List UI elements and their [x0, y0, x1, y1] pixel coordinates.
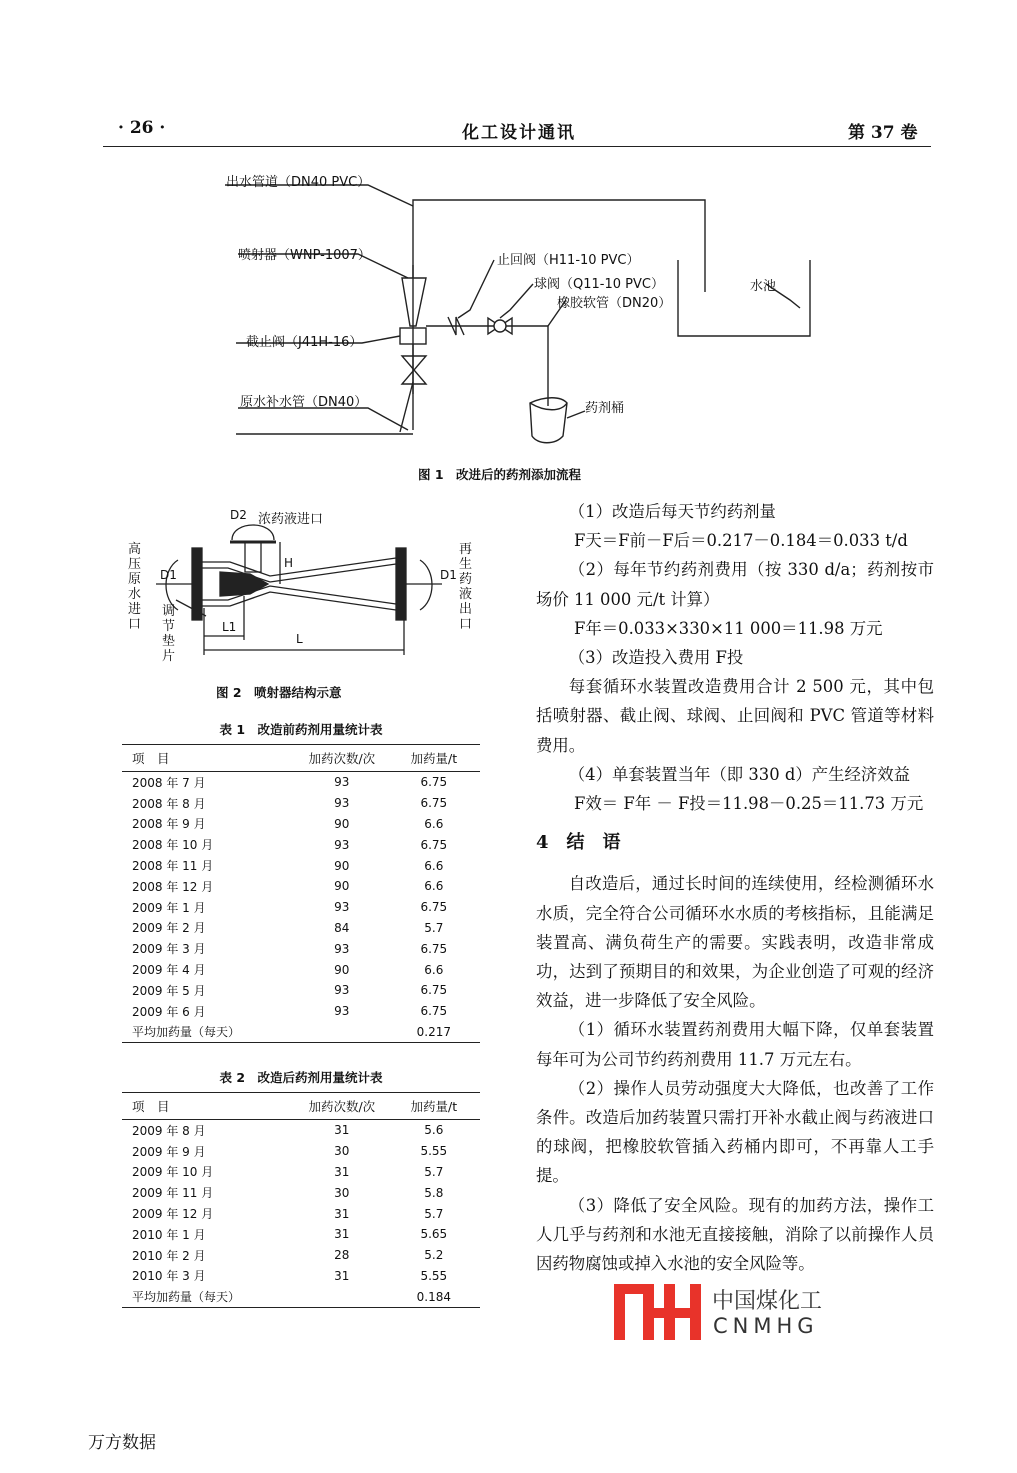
table-row: 2009 年 2 月 84 5.7: [132, 920, 444, 936]
outlet-pipe: [413, 200, 705, 430]
volume-number: 第 37 卷: [848, 123, 918, 143]
fig1-caption: 图 1 改进后的药剂添加流程: [418, 467, 582, 482]
table1-title: 表 1 改造前药剂用量统计表: [219, 722, 383, 737]
label-outlet-pipe: 出水管道（DN40 PVC）: [226, 175, 371, 190]
label-check-valve: 止回阀（H11-10 PVC）: [497, 253, 640, 268]
table-row: 2009 年 11 月 30 5.8: [132, 1185, 444, 1201]
paragraph: （2）每年节约药剂费用（按 330 d/a；药剂按市场价 11 000 元/t 计算）: [536, 560, 934, 609]
paragraph: （4）单套装置当年（即 330 d）产生经济效益: [568, 764, 911, 784]
table1: [122, 744, 480, 1043]
ejector-cone: [402, 278, 426, 326]
table-row: 2008 年 9 月 90 6.6: [132, 816, 444, 832]
label-ejector: 喷射器（WNP-1007）: [238, 248, 371, 263]
table-row: 2008 年 11 月 90 6.6: [132, 858, 444, 874]
label-d2: D2: [230, 508, 247, 522]
header-rule: [103, 146, 931, 147]
table-row: 2009 年 12 月 31 5.7: [132, 1206, 444, 1222]
table-row: 2009 年 10 月 31 5.7: [132, 1164, 444, 1180]
paragraph: 自改造后，通过长时间的连续使用，经检测循环水水质，完全符合公司循环水水质的考核指标，且能满足装置高、满负荷生产的需要。实践表明，改造非常成功，达到了预期目的和效果，为企业创造了可观的经济效益，进一步降低了安全风险。: [536, 874, 934, 1011]
fig2-caption: 图 2 喷射器结构示意: [216, 685, 342, 700]
table1-header: 项 目: [132, 751, 170, 766]
table-row: 2009 年 4 月 90 6.6: [132, 962, 444, 978]
table-row: 2010 年 3 月 31 5.55: [132, 1268, 448, 1284]
formula: F效＝ F年 － F投＝11.98－0.25＝11.73 万元: [574, 794, 924, 814]
table-row: 2008 年 12 月 90 6.6: [132, 879, 444, 894]
label-pool: 水池: [750, 279, 777, 294]
table2: [122, 1092, 480, 1308]
label-makeup-pipe: 原水补水管（DN40）: [240, 395, 368, 410]
table-row: 2009 年 3 月 93 6.75: [132, 941, 448, 957]
table2-title: 表 2 改造后药剂用量统计表: [219, 1070, 383, 1085]
table1-header: 加药量/t: [410, 751, 458, 766]
page-number: · 26 ·: [118, 118, 166, 138]
stop-valve-symbol: [402, 356, 426, 384]
paragraph: （1）改造后每天节约药剂量: [568, 502, 776, 521]
label-bucket: 药剂桶: [585, 401, 625, 416]
label-gasket: 调节垫片: [162, 604, 176, 664]
table-row: 平均加药量（每天） 0.217: [132, 1024, 451, 1040]
formula: F天＝F前－F后＝0.217－0.184＝0.033 t/d: [574, 531, 908, 551]
cnmhg-logo-mark: [614, 1284, 706, 1342]
logo-cn-text: 中国煤化工: [712, 1289, 823, 1314]
label-h: H: [284, 556, 294, 570]
formula: F年＝0.033×330×11 000＝11.98 万元: [574, 618, 883, 638]
table1-header: 加药次数/次: [308, 751, 376, 766]
label-d1-left: D1: [160, 568, 177, 582]
table-row: 2008 年 7 月 93 6.75: [132, 775, 448, 790]
table-row: 2009 年 8 月 31 5.6: [132, 1123, 444, 1138]
label-l1: L1: [222, 620, 237, 634]
label-ball-valve: 球阀（Q11-10 PVC）: [534, 277, 664, 292]
table-row: 2009 年 9 月 30 5.55: [132, 1144, 448, 1159]
flow-diagram: [0, 160, 1017, 460]
label-hp-inlet: 高压原水进口: [128, 542, 142, 632]
table-row: 2009 年 1 月 93 6.75: [132, 900, 448, 915]
table-row: 2009 年 6 月 93 6.75: [132, 1004, 448, 1019]
paragraph: （3）降低了安全风险。现有的加药方法，操作工人几乎与药剂和水池无直接接触，消除了以前操作人员因药物腐蚀或掉入水池的安全风险等。: [536, 1195, 934, 1274]
paragraph: （3）改造投入费用 F投: [568, 648, 744, 668]
table-row: 2010 年 2 月 28 5.2: [132, 1248, 444, 1263]
label-l: L: [296, 632, 303, 646]
label-conc-inlet: 浓药液进口: [258, 512, 324, 527]
table2-header: 项 目: [132, 1099, 170, 1114]
label-hose: 橡胶软管（DN20）: [557, 296, 672, 311]
label-stop-valve: 截止阀（J41H-16）: [246, 335, 363, 350]
paragraph: （2）操作人员劳动强度大大降低，也改善了工作条件。改造后加药装置只需打开补水截止阀与药液进口的球阀，把橡胶软管插入药桶内即可，不再靠人工手提。: [536, 1078, 934, 1186]
table-row: 2010 年 1 月 31 5.65: [132, 1227, 448, 1242]
table-row: 2008 年 10 月 93 6.75: [132, 837, 448, 853]
pool-outline: [678, 260, 810, 336]
table-row: 平均加药量（每天） 0.184: [132, 1289, 451, 1305]
label-regen-outlet: 再生药液出口: [459, 542, 473, 632]
body-text: [536, 497, 934, 1278]
section-heading: 4 结 语: [536, 832, 621, 854]
table2-header: 加药次数/次: [308, 1099, 376, 1114]
table-row: 2009 年 5 月 93 6.75: [132, 983, 448, 998]
table-row: 2008 年 8 月 93 6.75: [132, 796, 448, 811]
journal-title: 化工设计通讯: [462, 123, 576, 143]
watermark: 万方数据: [88, 1433, 156, 1453]
paragraph: 每套循环水装置改造费用合计 2 500 元，其中包括喷射器、截止阀、球阀、止回阀和 PVC 管道等材料费用。: [536, 677, 934, 755]
paragraph: （1）循环水装置药剂费用大幅下降，仅单套装置每年可为公司节约药剂费用 11.7 万元左右。: [536, 1020, 934, 1069]
table2-header: 加药量/t: [410, 1099, 458, 1114]
logo-en-text: CNMHG: [713, 1314, 819, 1338]
label-d1-right: D1: [440, 568, 457, 582]
